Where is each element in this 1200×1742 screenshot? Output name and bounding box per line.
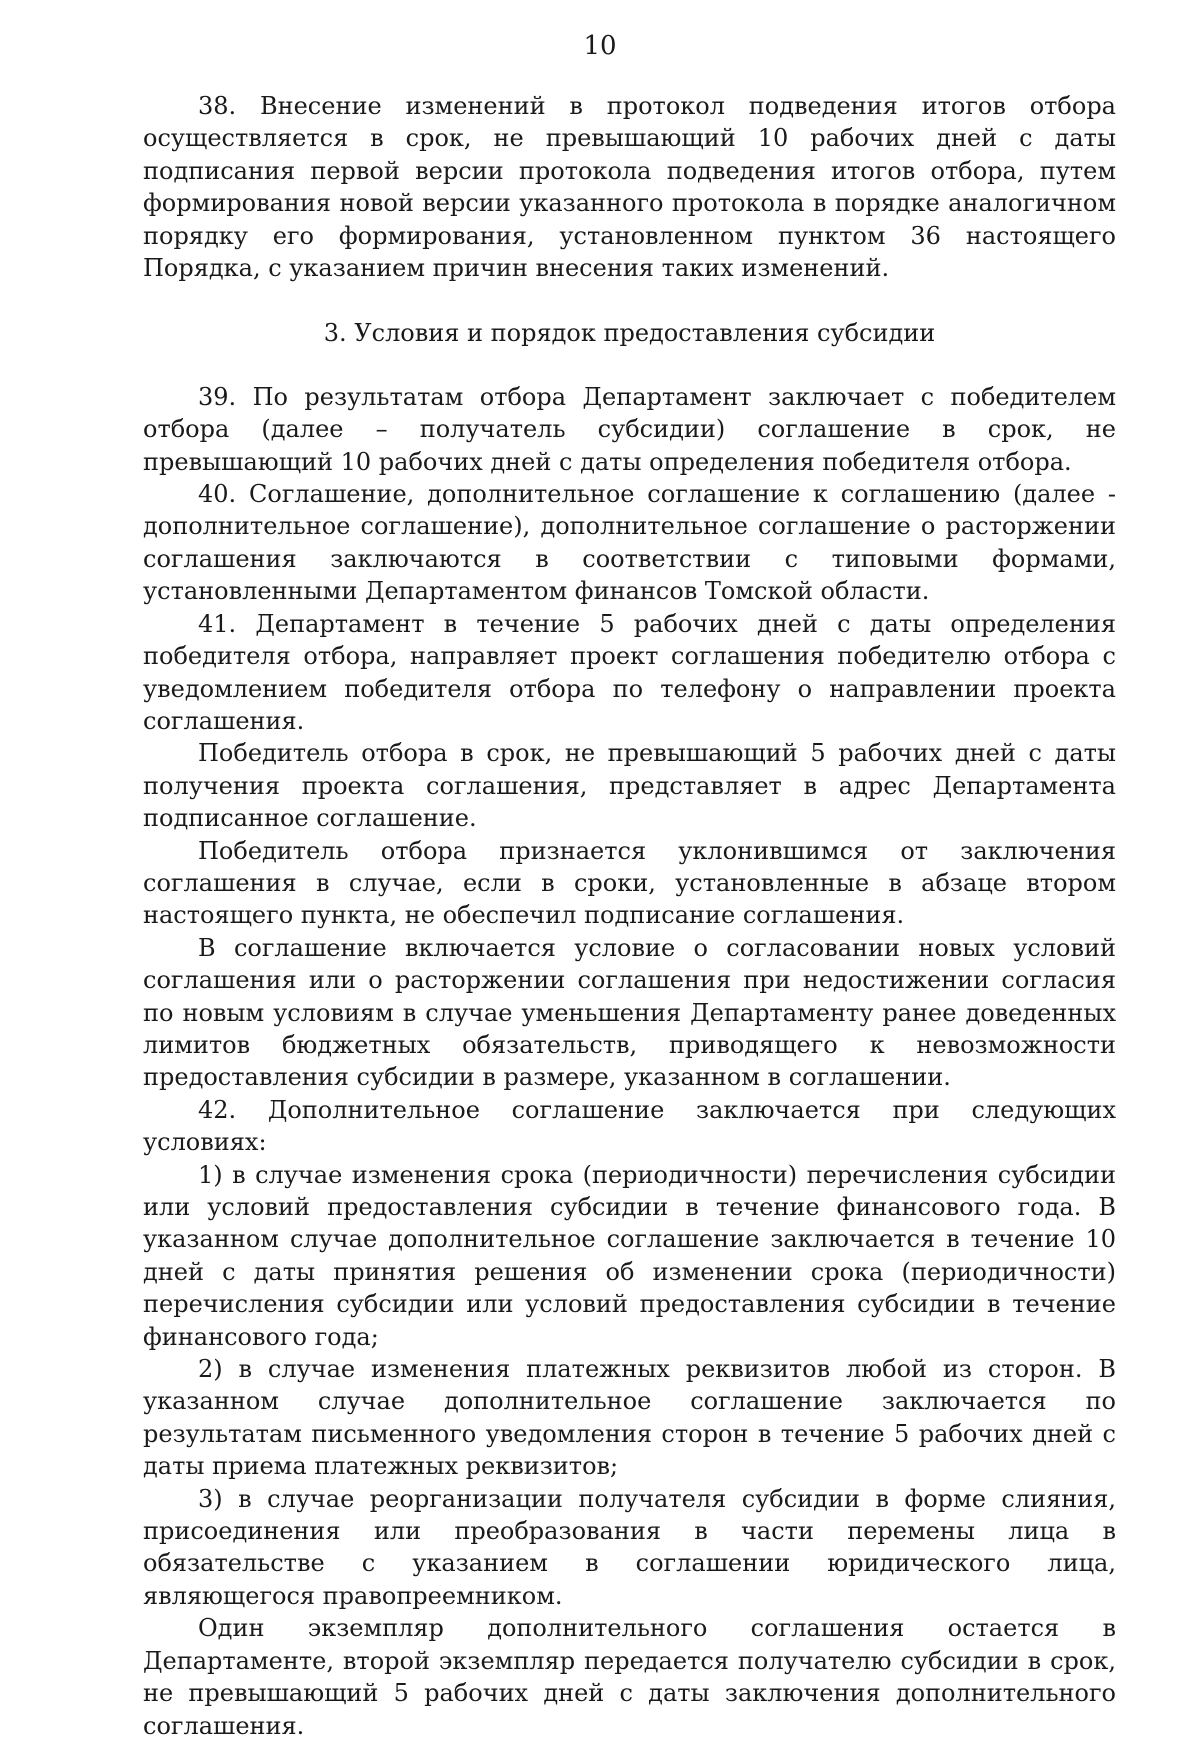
- paragraph-42-copies: Один экземпляр дополнительного соглашения остается в Департаменте, второй экземпляр передается получателю субсидии в срок, не превышающий 5 рабочих дней с даты заключения дополнительного соглашения.: [143, 1614, 1116, 1740]
- paragraph-42-item-3: 3) в случае реорганизации получателя субсидии в форме слияния, присоединения или преобразования в части перемены лица в обязательстве с указанием в соглашении юридического лица, являющегося правопреемником.: [143, 1484, 1116, 1610]
- paragraph-39: 39. По результатам отбора Департамент заключает с победителем отбора (далее – получатель субсидии) соглашение в срок, не превышающий 10 рабочих дней с даты определения победителя отбора.: [143, 382, 1116, 476]
- paragraph-41-winner-deadline: Победитель отбора в срок, не превышающий 5 рабочих дней с даты получения проекта соглашения, представляет в адрес Департамента подписанное соглашение.: [143, 739, 1116, 833]
- paragraph-42-item-1: 1) в случае изменения срока (периодичности) перечисления субсидии или условий предоставления субсидии в течение финансового года. В указанном случае дополнительное соглашение заключается в течение 10 дней с даты принятия решения об изменении срока (периодичности) перечисления субсидии или условий предоставления субсидии в течение финансового года;: [143, 1160, 1116, 1351]
- paragraph-41: 41. Департамент в течение 5 рабочих дней с даты определения победителя отбора, направляет проект соглашения победителю отбора с уведомлением победителя отбора по телефону о направлении проекта соглашения.: [143, 609, 1116, 735]
- paragraph-42-item-2: 2) в случае изменения платежных реквизитов любой из сторон. В указанном случае дополнительное соглашение заключается по результатам письменного уведомления сторон в течение 5 рабочих дней с даты приема платежных реквизитов;: [143, 1355, 1116, 1481]
- document-body: [143, 90, 1116, 1742]
- paragraph-41-evasion: Победитель отбора признается уклонившимся от заключения соглашения в случае, если в сроки, установленные в абзаце втором настоящего пункта, не обеспечил подписание соглашения.: [143, 836, 1116, 930]
- paragraph-42: 42. Дополнительное соглашение заключается при следующих условиях:: [143, 1095, 1116, 1157]
- paragraph-40: 40. Соглашение, дополнительное соглашение к соглашению (далее - дополнительное соглашение), дополнительное соглашение о расторжении соглашения заключаются в соответствии с типовыми формами, установленными Департаментом финансов Томской области.: [143, 480, 1116, 606]
- paragraph-41-condition: В соглашение включается условие о согласовании новых условий соглашения или о расторжении соглашения при недостижении согласия по новым условиям в случае уменьшения Департаменту ранее доведенных лимитов бюджетных обязательств, приводящего к невозможности предоставления субсидии в размере, указанном в соглашении.: [143, 933, 1116, 1092]
- section-heading: 3. Условия и порядок предоставления субсидии: [323, 319, 936, 348]
- paragraph-38: 38. Внесение изменений в протокол подведения итогов отбора осуществляется в срок, не превышающий 10 рабочих дней с даты подписания первой версии протокола подведения итогов отбора, путем формирования новой версии указанного протокола в порядке аналогичном порядку его формирования, установленном пунктом 36 настоящего Порядка, с указанием причин внесения таких изменений.: [143, 92, 1116, 283]
- page-number: 10: [583, 31, 617, 61]
